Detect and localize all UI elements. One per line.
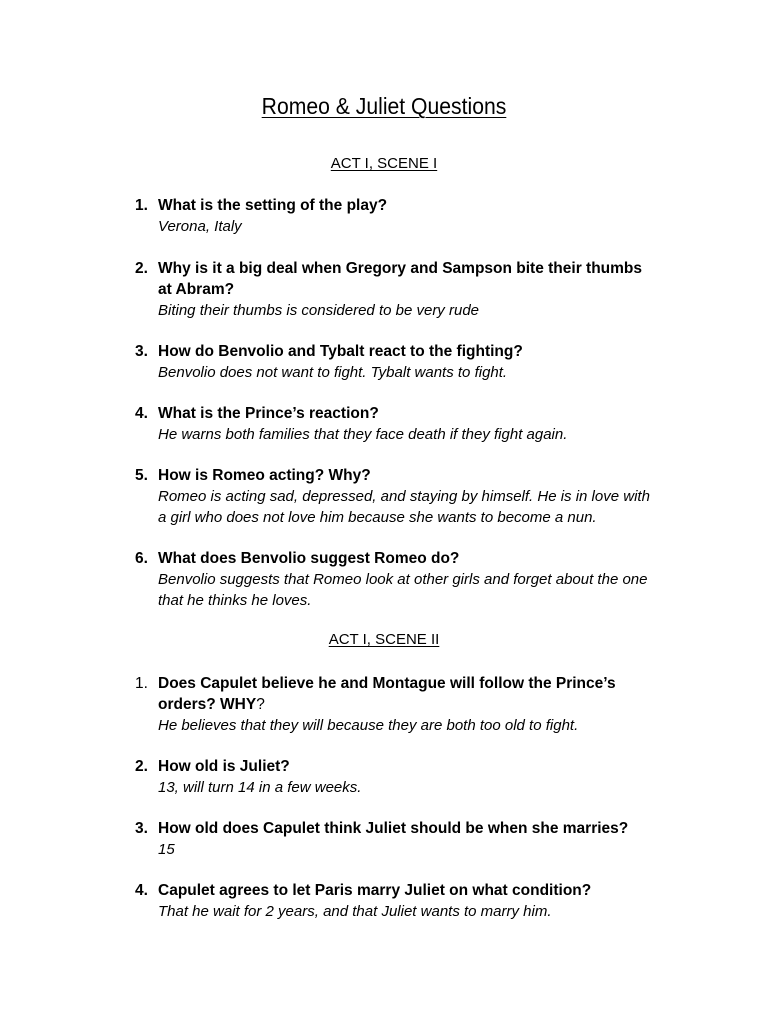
answer-text: Benvolio suggests that Romeo look at other girls and forget about the one that he thinks he loves. — [158, 571, 648, 609]
question-number: 1. — [135, 675, 148, 692]
question-number: 2. — [135, 758, 148, 775]
question-text-main: Does Capulet believe he and Montague will follow the Prince’s orders? WHY — [158, 675, 616, 713]
answer-text: Romeo is acting sad, depressed, and staying by himself. He is in love with a girl who does not love him because she wants to become a nun. — [158, 488, 650, 526]
question-text — [158, 673, 655, 715]
answer-text: He believes that they will because they are both too old to fight. — [158, 717, 579, 734]
question-item — [135, 548, 655, 611]
answer-text: Biting their thumbs is considered to be very rude — [158, 302, 479, 319]
question-text: How old does Capulet think Juliet should be when she marries? — [158, 820, 629, 837]
question-text: How old is Juliet? — [158, 758, 290, 775]
answer-text: Benvolio does not want to fight. Tybalt wants to fight. — [158, 364, 508, 381]
answer-text: That he wait for 2 years, and that Juliet wants to marry him. — [158, 903, 552, 920]
question-item — [135, 756, 655, 798]
question-number: 3. — [135, 820, 148, 837]
question-text: How is Romeo acting? Why? — [158, 467, 371, 484]
question-number: 4. — [135, 882, 148, 899]
question-number: 5. — [135, 467, 148, 484]
question-number: 6. — [135, 550, 148, 567]
question-number: 4. — [135, 405, 148, 422]
answer-text: Verona, Italy — [158, 218, 242, 235]
question-item — [135, 341, 655, 383]
answer-text: He warns both families that they face death if they fight again. — [158, 426, 568, 443]
question-item — [135, 818, 655, 860]
question-text: How do Benvolio and Tybalt react to the fighting? — [158, 343, 523, 360]
section-heading-act1-scene1: ACT I, SCENE I — [330, 155, 438, 172]
question-text-suffix: ? — [256, 696, 265, 713]
question-text: What does Benvolio suggest Romeo do? — [158, 550, 460, 567]
question-text: What is the setting of the play? — [158, 197, 388, 214]
question-number: 2. — [135, 260, 148, 277]
answer-text: 13, will turn 14 in a few weeks. — [158, 779, 362, 796]
question-item — [135, 258, 655, 321]
question-item — [135, 465, 655, 528]
document-title: Romeo & Juliet Questions — [261, 93, 507, 119]
question-item — [135, 673, 655, 736]
question-number: 3. — [135, 343, 148, 360]
section-heading-act1-scene2: ACT I, SCENE II — [328, 631, 440, 648]
question-text: What is the Prince’s reaction? — [158, 405, 379, 422]
question-item — [135, 880, 655, 922]
question-item — [135, 403, 655, 445]
answer-text: 15 — [158, 841, 175, 858]
question-text: Capulet agrees to let Paris marry Juliet on what condition? — [158, 882, 592, 899]
question-number: 1. — [135, 197, 148, 214]
question-text: Why is it a big deal when Gregory and Sampson bite their thumbs at Abram? — [158, 260, 643, 298]
question-item — [135, 195, 655, 237]
